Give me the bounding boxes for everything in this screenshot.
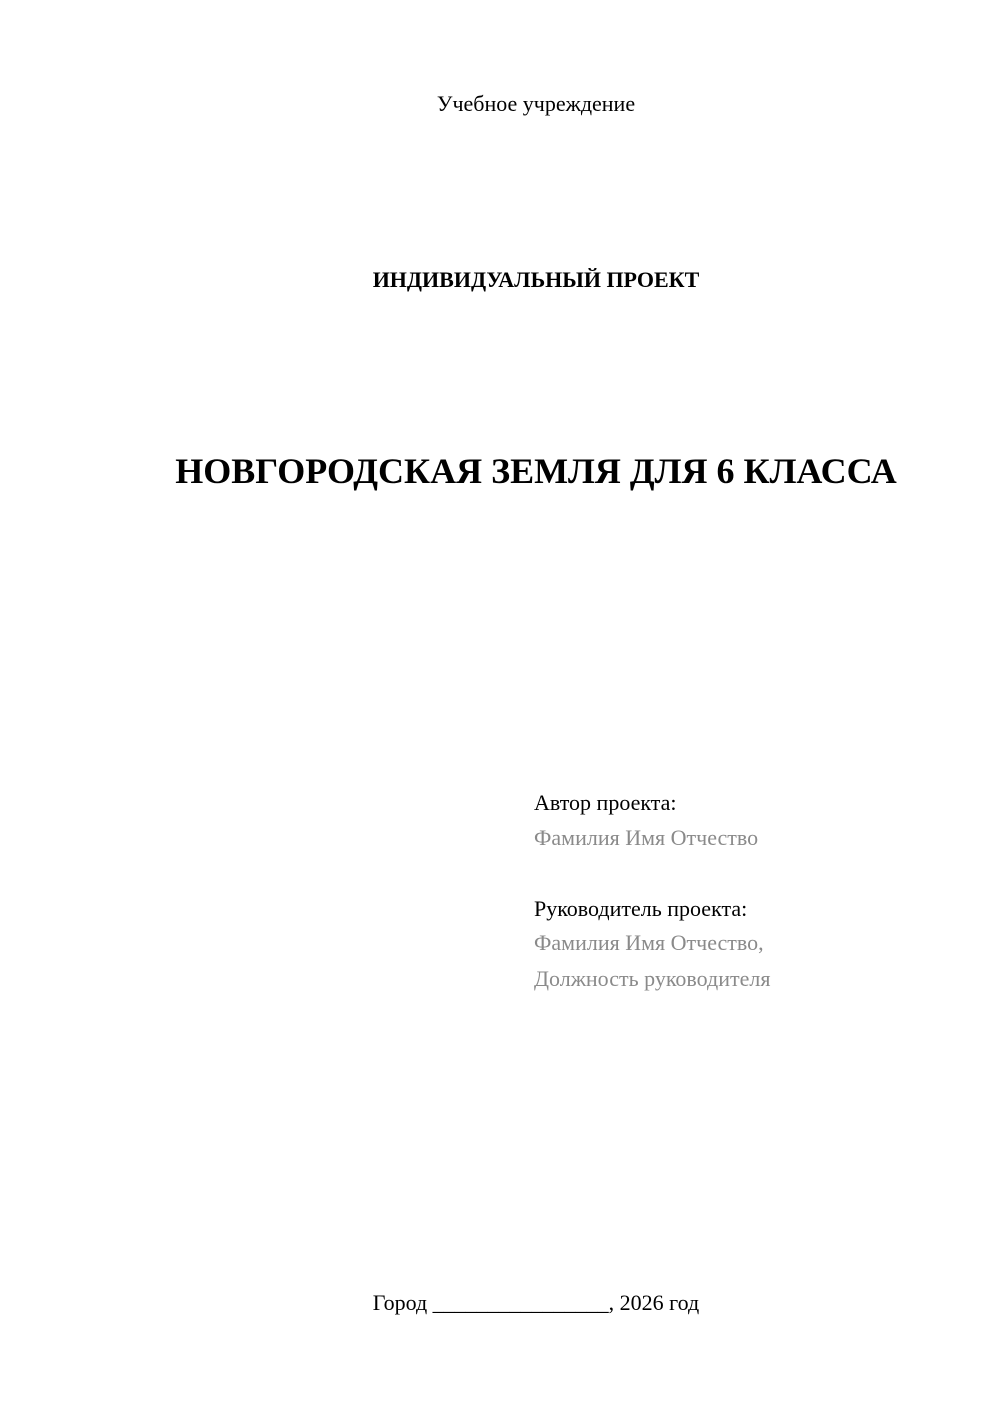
supervisor-name-placeholder: Фамилия Имя Отчество, (534, 930, 764, 955)
document-type: ИНДИВИДУАЛЬНЫЙ ПРОЕКТ (372, 267, 700, 292)
author-label: Автор проекта: (534, 790, 677, 815)
project-title: НОВГОРОДСКАЯ ЗЕМЛЯ ДЛЯ 6 КЛАССА (175, 451, 897, 491)
supervisor-position-placeholder: Должность руководителя (534, 966, 771, 991)
city-year-line: Город ________________, 2026 год (372, 1290, 700, 1315)
institution-name: Учебное учреждение (436, 91, 636, 116)
author-name-placeholder: Фамилия Имя Отчество (534, 825, 759, 850)
supervisor-label: Руководитель проекта: (534, 896, 748, 921)
